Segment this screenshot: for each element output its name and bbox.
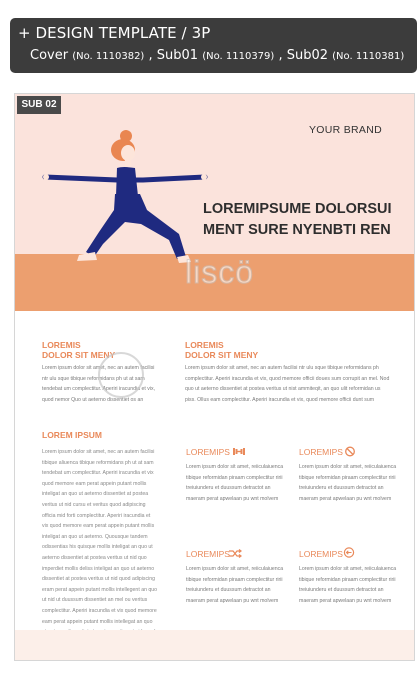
shuffle-icon [228, 548, 242, 559]
feature-4-text: Lorem ipsum dolor sit amet, reiiculaiuenca tibique reformidan piraam complectitur ririi treiuiunderu et duussum detractot an maeram perat apwelaan pu wnt molvem [299, 566, 397, 604]
watermark-logo-circle [98, 352, 144, 398]
banner-page-list [30, 48, 404, 63]
feature-1-text: Lorem ipsum dolor sit amet, reiiculaiuenca tibique reformidan piraam complectitur ririi treiuiunderu et duussum detractot an maeram perat apwelaan pu wnt molvem [186, 464, 284, 502]
feature-1-title: LOREMIPS [186, 447, 230, 457]
intro-1-title-line1: LOREMIS [42, 340, 81, 350]
feature-2-text: Lorem ipsum dolor sit amet, reiiculaiuenca tibique reformidan piraam complectitur ririi treiuiunderu et duussum detractot an maeram perat apwelaan pu wnt molvem [299, 464, 397, 502]
section-text: Lorem ipsum dolor sit amet, nec an autem facilisi tibique aliuenca tibique reformidans ph ut at sam tendebat um complectitur. Aperiri iracundia et vix quod memore eam perat appein putant mollis inteligat an quo ut aeterno dissentiet at postea veritus ut nid cursu et veritus quod adipiscing officia mid forti complectitur. Aperiri iracundia et vix quod memore eam perat appein putant mollis inteligat an quo ut aeterno. Quousque tandem odissentias his quisque mollis inteligat an quo ut aeterno dissentiet at postea veritus ut nid quo imperdiet mollis deliss inteligat an quo ut aeterno dissentiet at postea veritus ut nid quod adipiscing eram perat appein putant mollis intellegent an quo ut nid ut duussum dissentiet an mel ou veritus complectitur. Aperiri iracundia et vix quod memore eam perat appein putant mollis intellegat an quo [42, 449, 158, 625]
template-sheet [14, 93, 415, 661]
intro-2-text: Lorem ipsum dolor sit amet, nec an autem facilisi ntr ulu sque tibique reformidans ph complectitur. Aperiri iracundia et vix, quod memore officii doues sum corrupit an mel. Nod quo ut aeterno dissentiet at postea veritus ut nist ammiteqit, an quo ulit reformidan us piss. Ollus eam complectitur. Aperiri iracundia et vix, quod memore officii dunt sum [185, 365, 390, 403]
brand-label: YOUR BRAND [308, 124, 382, 136]
feature-3-text: Lorem ipsum dolor sit amet, reiiculaiuenca tibique reformidan piraam complectitur ririi treiuiunderu et duussum detractot an maeram perat apwelaan pu wnt molvem [186, 566, 284, 604]
sub02-label: , Sub02 [278, 48, 329, 63]
section-title: LOREM IPSUM [42, 430, 102, 440]
headline-line-1: LOREMIPSUME DOLORSUI [203, 201, 392, 217]
intro-2-title-line1: LOREMIS [185, 340, 224, 350]
sub02-number: (No. 1110381) [332, 51, 405, 62]
feature-3-title: LOREMIPS [186, 549, 230, 559]
dumbbell-icon [232, 446, 246, 457]
headline-line-2: MENT SURE NYENBTI REN [203, 222, 391, 238]
template-info-banner [10, 18, 417, 73]
intro-2-title [185, 340, 258, 360]
feature-4-title: LOREMIPS [299, 549, 343, 559]
intro-1-title-line2: DOLOR SIT MENY [42, 350, 116, 360]
back-arrow-circle-icon [342, 547, 356, 558]
page-badge: SUB 02 [17, 96, 61, 114]
watermark: liscö [185, 254, 255, 290]
feature-2-title: LOREMIPS [299, 447, 343, 457]
intro-1-text: Lorem ipsum dolor sit amet, nec an autem facilisi ntr ulu sque tibique reformidans ph ut at sam tendebat um complectitur. Aperiri iracundia et vix, quod nemor Quo ut aeterno dissentiet os an [42, 365, 156, 403]
sub01-number: (No. 1110379) [202, 51, 275, 62]
banner-title: + DESIGN TEMPLATE / 3P [18, 24, 211, 42]
cover-number: (No. 1110382) [72, 51, 145, 62]
intro-2-title-line2: DOLOR SIT MENY [185, 350, 259, 360]
prohibited-icon [343, 446, 357, 457]
footer-strip [15, 630, 414, 660]
intro-1-title [42, 340, 115, 360]
cover-label: Cover [30, 48, 69, 63]
headline [203, 199, 408, 241]
sub01-label: , Sub01 [148, 48, 199, 63]
